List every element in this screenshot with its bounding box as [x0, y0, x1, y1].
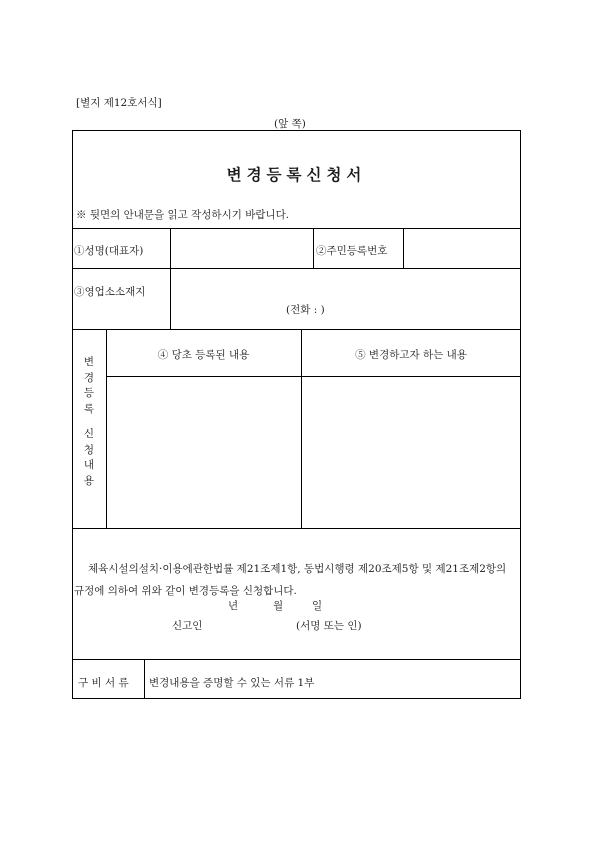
vertical-char: 청: [83, 443, 95, 456]
address-label: ③영업소소재지: [74, 286, 146, 298]
declaration-text: 체육시설의설치·이용에관한법률 제21조제1항, 동법시행령 제20조제5항 및 제21조제2항의 규정에 의하여 위와 같이 변경등록을 신청합니다.: [74, 563, 507, 597]
documents-value: 변경내용을 증명할 수 있는 서류 1부: [149, 677, 315, 689]
column-divider: [403, 228, 404, 268]
form-number: [별지 제12호서식]: [76, 97, 162, 109]
date-month-label: 월: [273, 600, 284, 612]
name-label: ①성명(대표자): [74, 245, 144, 257]
vertical-char: 내: [83, 459, 95, 471]
page-side-label: (앞 쪽): [274, 118, 306, 130]
current-content-header: ④ 당초 등록된 내용: [157, 349, 250, 361]
row-divider: [72, 329, 521, 330]
current-content-field[interactable]: [110, 382, 296, 522]
row-divider: [72, 268, 521, 269]
vertical-char: 변: [83, 356, 95, 368]
vertical-char: 등: [83, 387, 95, 399]
row-divider: [72, 528, 521, 529]
phone-text: (전화 : ): [286, 304, 325, 316]
row-divider: [72, 228, 521, 229]
vertical-char: 록: [83, 402, 95, 415]
new-content-header: ⑤ 변경하고자 하는 내용: [355, 349, 467, 361]
rrn-label: ②주민등록번호: [316, 245, 388, 257]
vertical-char: 경: [83, 371, 95, 384]
change-section-label: [72, 355, 106, 489]
declaration-block: [72, 558, 521, 602]
row-divider: [72, 659, 521, 660]
form-notice: ※ 뒷면의 안내문을 읽고 작성하시기 바랍니다.: [76, 209, 290, 221]
signature-label: (서명 또는 인): [296, 620, 362, 632]
vertical-char: 신: [83, 428, 95, 440]
vertical-char: 용: [83, 474, 95, 487]
column-divider: [144, 659, 145, 699]
form-title: 변경등록신청서: [226, 165, 367, 184]
documents-label: 구 비 서 류: [78, 677, 129, 689]
date-day-label: 일: [312, 600, 323, 612]
column-divider: [313, 228, 314, 268]
column-divider: [170, 228, 171, 329]
applicant-label: 신고인: [172, 620, 203, 632]
date-year-label: 년: [228, 600, 239, 612]
new-content-field[interactable]: [305, 382, 517, 522]
row-divider: [106, 376, 521, 377]
